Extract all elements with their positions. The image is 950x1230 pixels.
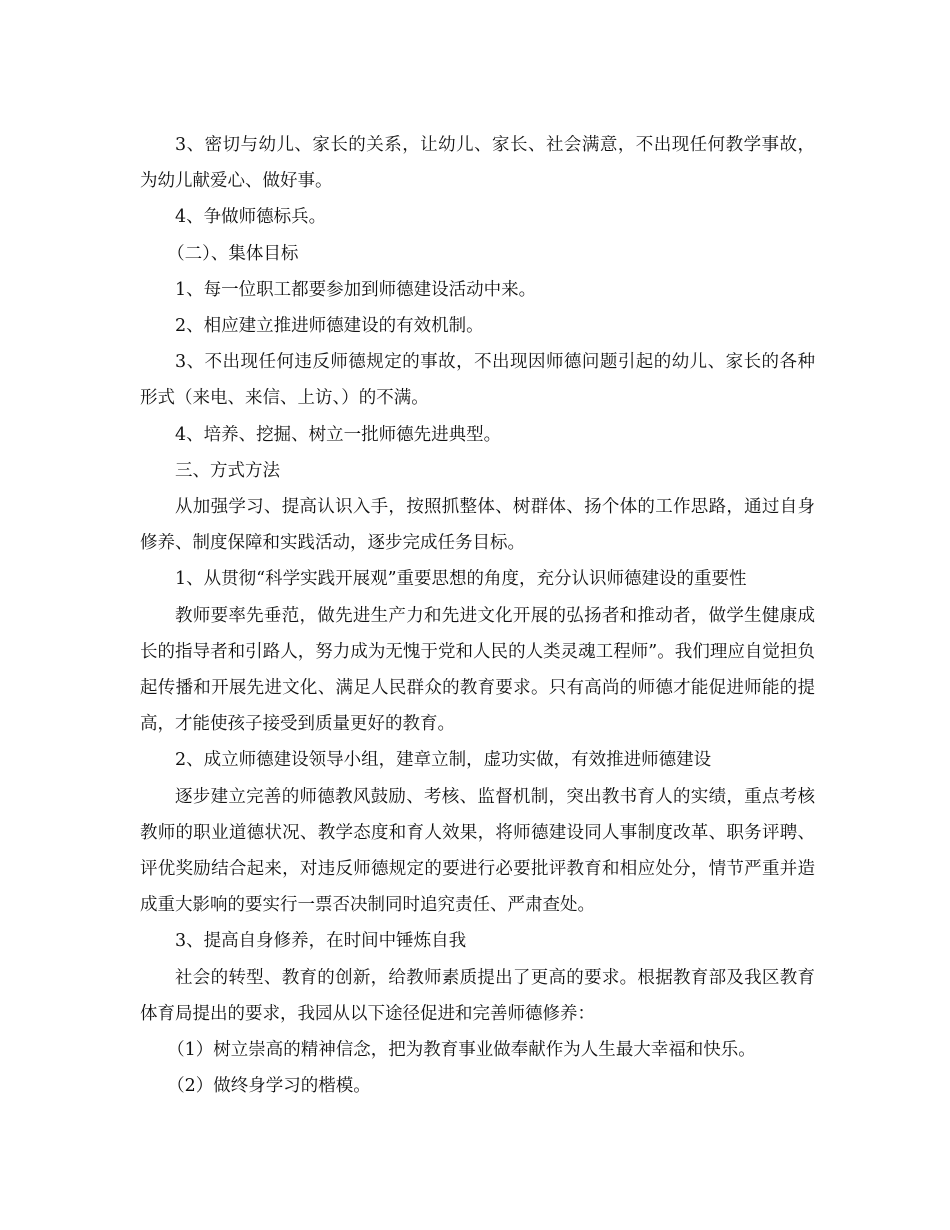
paragraph-methods-intro: 从加强学习、提高认识入手，按照抓整体、树群体、扬个体的工作思路，通过自身修养、制度保障和实践活动，逐步完成任务目标。	[140, 497, 815, 554]
paragraph-collective-4: 4、培养、挖掘、树立一批师德先进典型。	[175, 424, 502, 445]
subheading-method-2: 2、成立师德建设领导小组，建章立制，虚功实做，有效推进师德建设	[175, 750, 712, 771]
list-item-2: （2）做终身学习的楷模。	[167, 1076, 371, 1097]
document-body	[140, 127, 815, 1104]
paragraph-collective-1: 1、每一位职工都要参加到师德建设活动中来。	[175, 279, 537, 300]
section-heading-methods: 三、方式方法	[175, 460, 280, 481]
paragraph-collective-2: 2、相应建立推进师德建设的有效机制。	[175, 316, 484, 337]
subheading-method-1: 1、从贯彻“科学实践开展观”重要思想的角度，充分认识师德建设的重要性	[175, 569, 747, 590]
paragraph-collective-3: 3、不出现任何违反师德规定的事故，不出现因师德问题引起的幼儿、家长的各种形式（来电、来信、上访、）的不满。	[140, 352, 815, 409]
paragraph-method-2-body: 逐步建立完善的师德教风鼓励、考核、监督机制，突出教书育人的实绩，重点考核教师的职业道德状况、教学态度和育人效果，将师德建设同人事制度改革、职务评聘、评优奖励结合起来，对违反师德规定的要进行必要批评教育和相应处分，情节严重并造成重大影响的要实行一票否决制同时追究责任、严肃查处。	[140, 786, 815, 916]
paragraph-method-1-body: 教师要率先垂范，做先进生产力和先进文化开展的弘扬者和推动者，做学生健康成长的指导者和引路人，努力成为无愧于党和人民的人类灵魂工程师”。我们理应自觉担负起传播和开展先进文化、满足人民群众的教育要求。只有高尚的师德才能促进师能的提高，才能使孩子接受到质量更好的教育。	[140, 605, 815, 735]
paragraph-goal-4: 4、争做师德标兵。	[175, 207, 327, 228]
subheading-method-3: 3、提高自身修养，在时间中锤炼自我	[175, 931, 467, 952]
paragraph-goal-3: 3、密切与幼儿、家长的关系，让幼儿、家长、社会满意，不出现任何教学事故，为幼儿献爱心、做好事。	[140, 135, 815, 192]
list-item-1: （1）树立崇高的精神信念，把为教育事业做奉献作为人生最大幸福和快乐。	[167, 1040, 756, 1061]
section-heading-collective-goals: （二）、集体目标	[167, 243, 299, 264]
paragraph-method-3-body: 社会的转型、教育的创新，给教师素质提出了更高的要求。根据教育部及我区教育体育局提出的要求，我园从以下途径促进和完善师德修养：	[140, 967, 815, 1024]
